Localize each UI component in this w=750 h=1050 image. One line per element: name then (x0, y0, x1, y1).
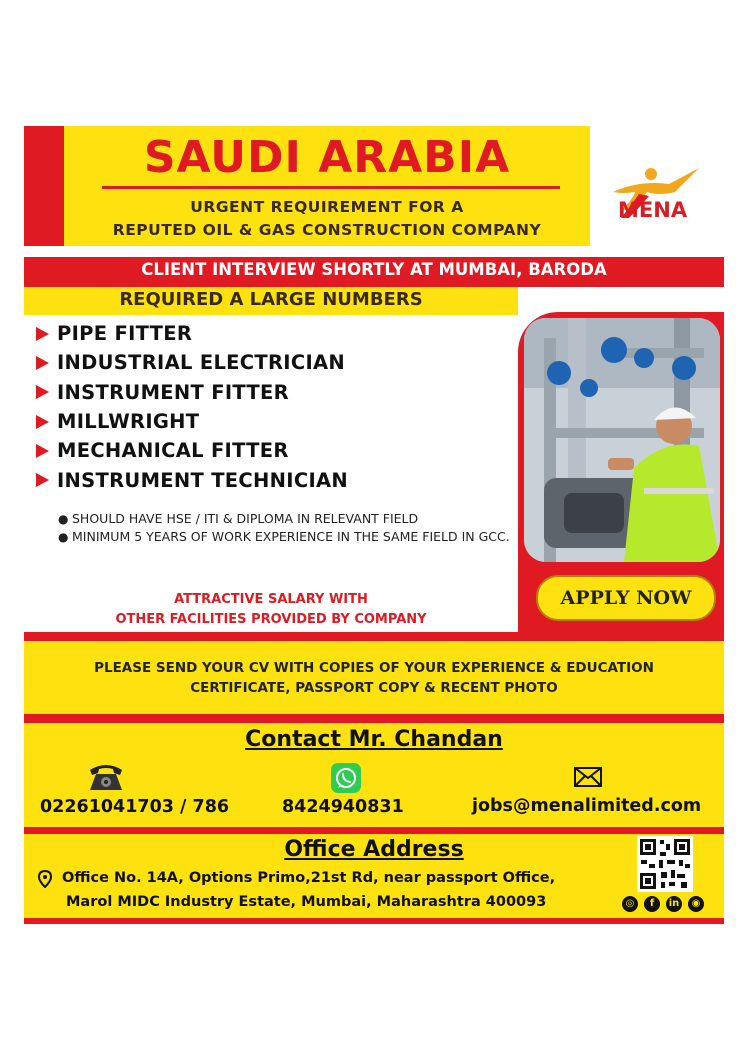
position-label: PIPE FITTER (57, 322, 193, 346)
instagram-icon[interactable]: ◎ (622, 896, 638, 912)
divider (24, 714, 724, 723)
divider (24, 918, 724, 924)
triangle-bullet-icon (36, 327, 49, 341)
position-label: MILLWRIGHT (57, 410, 200, 434)
phone-icon (86, 760, 126, 792)
triangle-bullet-icon (36, 473, 49, 487)
requirements-list (58, 510, 528, 546)
required-banner-text: REQUIRED A LARGE NUMBERS (119, 289, 423, 310)
list-item (36, 348, 348, 377)
office-address-line-1: Office No. 14A, Options Primo,21st Rd, near passport Office, (62, 870, 556, 886)
page-title: SAUDI ARABIA (143, 132, 511, 183)
list-item (36, 436, 348, 465)
requirement-text: MINIMUM 5 YEARS OF WORK EXPERIENCE IN THE SAME FIELD IN GCC. (72, 529, 510, 544)
list-item (36, 465, 348, 494)
salary-line-1: ATTRACTIVE SALARY WITH (174, 592, 368, 607)
divider (24, 827, 724, 834)
salary-note (24, 590, 518, 630)
list-item (58, 510, 528, 528)
subtitle-line-2: REPUTED OIL & GAS CONSTRUCTION COMPANY (112, 221, 542, 239)
cv-instructions (24, 658, 724, 698)
list-item (36, 378, 348, 407)
dot-bullet-icon: ● (58, 512, 69, 526)
contact-phone[interactable]: 02261041703 / 786 (40, 797, 230, 817)
mail-icon[interactable] (574, 767, 602, 787)
divider (24, 632, 724, 641)
triangle-bullet-icon (36, 356, 49, 370)
contact-email[interactable]: jobs@menalimited.com (472, 796, 702, 816)
logo-text: MENA (618, 198, 688, 222)
office-address-line-2: Marol MIDC Industry Estate, Mumbai, Maharashtra 400093 (66, 894, 547, 910)
contact-title: Contact Mr. Chandan (245, 727, 503, 752)
list-item (58, 528, 528, 546)
qr-code-icon[interactable] (637, 836, 693, 892)
interview-banner-text: CLIENT INTERVIEW SHORTLY AT MUMBAI, BARODA (141, 260, 607, 279)
facebook-icon[interactable]: f (644, 896, 660, 912)
contact-whatsapp[interactable]: 8424940831 (282, 797, 404, 817)
list-item (36, 407, 348, 436)
triangle-bullet-icon (36, 415, 49, 429)
position-label: INSTRUMENT TECHNICIAN (57, 468, 349, 492)
office-title: Office Address (284, 837, 464, 862)
position-label: MECHANICAL FITTER (57, 439, 289, 463)
subtitle-line-1: URGENT REQUIREMENT FOR A (190, 198, 464, 216)
worker-photo (524, 318, 720, 562)
position-label: INSTRUMENT FITTER (57, 380, 289, 404)
whatsapp-icon[interactable] (331, 763, 361, 793)
triangle-bullet-icon (36, 385, 49, 399)
position-label: INDUSTRIAL ELECTRICIAN (57, 351, 346, 375)
apply-now-button[interactable]: APPLY NOW (536, 575, 716, 621)
triangle-bullet-icon (36, 444, 49, 458)
job-poster (24, 126, 724, 924)
title-underline (102, 186, 560, 189)
list-item (36, 319, 348, 348)
positions-list (36, 319, 348, 495)
requirement-text: SHOULD HAVE HSE / ITI & DIPLOMA IN RELEVANT FIELD (72, 511, 419, 526)
salary-line-2: OTHER FACILITIES PROVIDED BY COMPANY (115, 612, 427, 627)
cv-line-1: PLEASE SEND YOUR CV WITH COPIES OF YOUR EXPERIENCE & EDUCATION (94, 660, 654, 676)
social-icons (622, 896, 704, 912)
whatsapp-icon[interactable]: ◉ (688, 896, 704, 912)
header-accent-strip (24, 126, 64, 246)
location-pin-icon (38, 870, 52, 888)
dot-bullet-icon: ● (58, 530, 69, 544)
cv-line-2: CERTIFICATE, PASSPORT COPY & RECENT PHOTO (190, 680, 558, 696)
linkedin-icon[interactable]: in (666, 896, 682, 912)
